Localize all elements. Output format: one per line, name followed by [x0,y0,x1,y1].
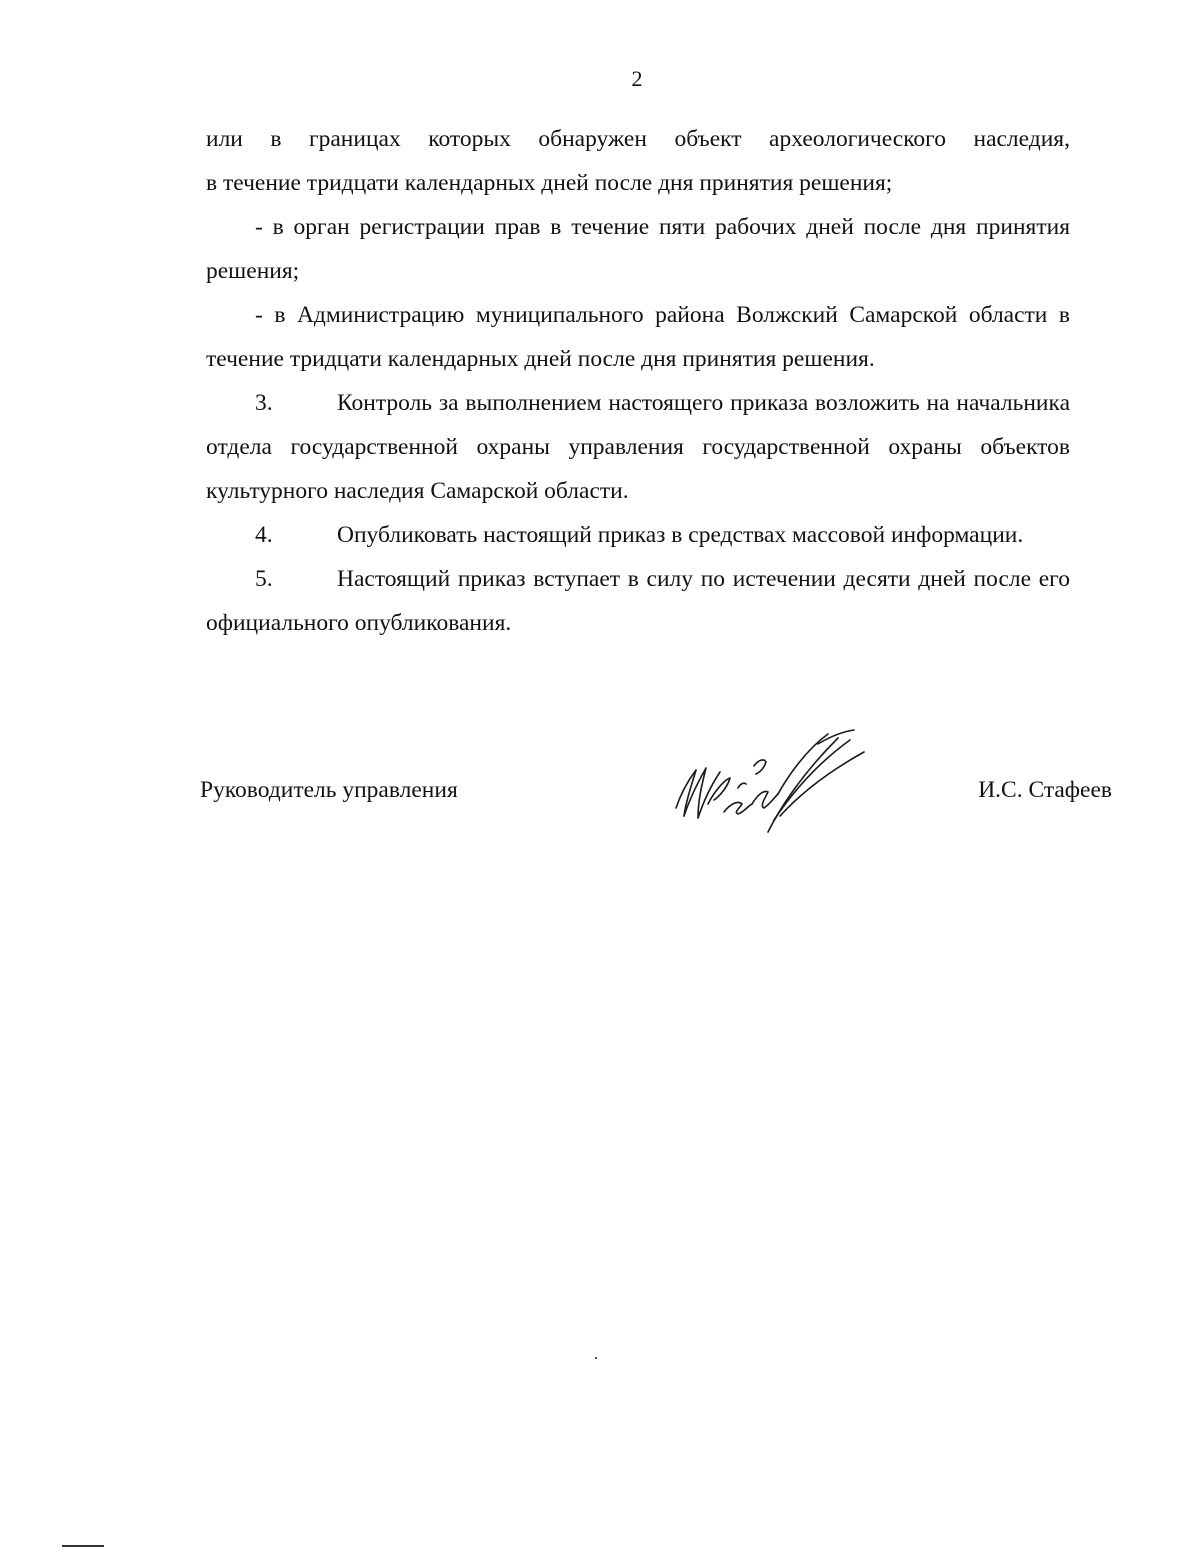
footer-rule [62,1545,104,1547]
handwritten-signature-icon [668,720,878,845]
item-5 [206,557,1070,645]
continuation-paragraph-end [206,161,1070,205]
item-5-number: 5. [255,566,273,592]
item-4-number: 4. [255,522,273,548]
bullet-registration: - в орган регистрации прав в течение пяти рабочих дней после дня принятия решения; [206,214,1070,284]
item-3-text: Контроль за выполнением настоящего приказа возложить на начальника отдела государственной охраны управления государственной охраны объектов культурного наследия Самарской области. [206,390,1070,504]
signatory-position: Руководитель управления [200,777,458,803]
page-number: 2 [631,66,643,91]
signature-block [200,777,1112,817]
scan-speck [595,1357,597,1359]
item-5-text: Настоящий приказ вступает в силу по истечении десяти дней после его официального опубликования. [206,566,1070,636]
item-4 [206,513,1070,557]
item-4-text: Опубликовать настоящий приказ в средствах массовой информации. [337,522,1024,548]
continuation-paragraph [206,117,1070,161]
signatory-name: И.С. Стафеев [978,777,1112,803]
bullet-administration: - в Администрацию муниципального района Волжский Самарской области в течение тридцати календарных дней после дня принятия решения. [206,302,1070,372]
item-3 [206,381,1070,513]
document-body [206,117,1070,645]
continuation-line-2: в течение тридцати календарных дней после дня принятия решения; [206,170,893,196]
continuation-line-1: или в границах которых обнаружен объект археологического наследия, [206,126,1070,152]
item-3-number: 3. [255,390,273,416]
